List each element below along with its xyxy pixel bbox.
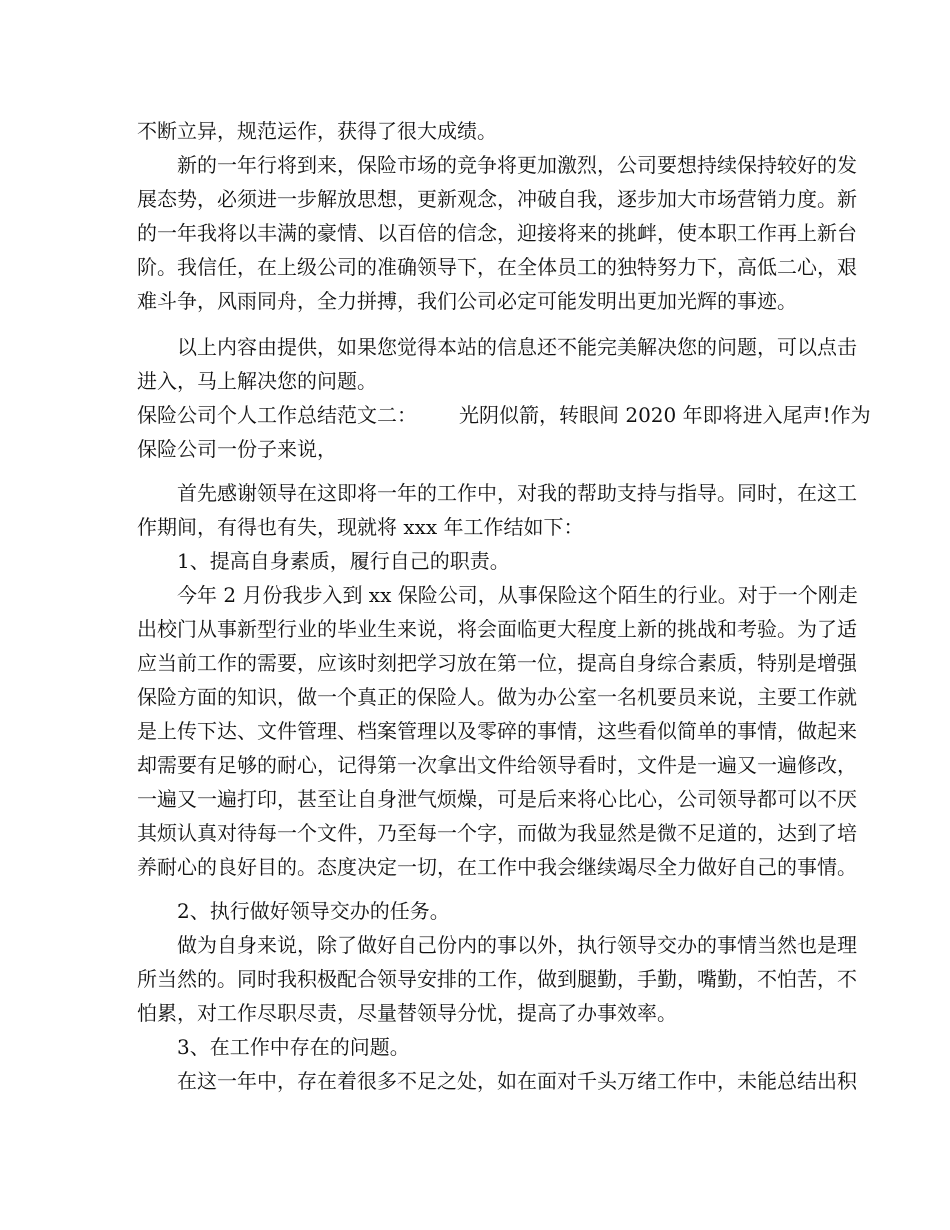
paragraph-line: 今年 2 月份我步入到 xx 保险公司，从事保险这个陌生的行业。对于一个刚走	[177, 583, 858, 607]
text-line: 一遍又一遍打印，甚至让自身泄气烦燥，可是后来将心比心，公司领导都可以不厌	[137, 787, 857, 811]
text-line: 保险公司一份子来说，	[137, 437, 337, 461]
text-line: 却需要有足够的耐心，记得第一次拿出文件给领导看时，文件是一遍又一遍修改，	[137, 753, 857, 777]
paragraph-line: 首先感谢领导在这即将一年的工作中，对我的帮助支持与指导。同时，在这工	[177, 481, 857, 505]
text-line: 的一年我将以丰满的豪情、以百倍的信念，迎接将来的挑衅，使本职工作再上新台	[137, 221, 857, 245]
text-line: 进入，马上解决您的问题。	[137, 369, 377, 393]
list-heading: 2、执行做好领导交办的任务。	[177, 899, 450, 923]
text-line: 展态势，必须进一步解放思想，更新观念，冲破自我，逐步加大市场营销力度。新	[137, 187, 857, 211]
section-title: 保险公司个人工作总结范文二：	[137, 403, 417, 427]
text-line: 所当然的。同时我积极配合领导安排的工作，做到腿勤，手勤，嘴勤，不怕苦，不	[137, 967, 857, 991]
list-heading: 3、在工作中存在的问题。	[177, 1035, 410, 1059]
text-line: 保险方面的知识，做一个真正的保险人。做为办公室一名机要员来说，主要工作就	[137, 685, 857, 709]
section-opening-text: 光阴似箭，转眼间 2020 年即将进入尾声!作为	[459, 403, 871, 427]
section-title-line	[137, 398, 871, 432]
paragraph-line: 在这一年中，存在着很多不足之处，如在面对千头万绪工作中，未能总结出积	[177, 1069, 857, 1093]
paragraph-line: 新的一年行将到来，保险市场的竞争将更加激烈，公司要想持续保持较好的发	[177, 153, 857, 177]
paragraph-line: 做为自身来说，除了做好自己份内的事以外，执行领导交办的事情当然也是理	[177, 933, 857, 957]
text-line: 应当前工作的需要，应该时刻把学习放在第一位，提高自身综合素质，特别是增强	[137, 651, 857, 675]
text-line: 难斗争，风雨同舟，全力拼搏，我们公司必定可能发明出更加光辉的事迹。	[137, 289, 797, 313]
text-line: 阶。我信任，在上级公司的准确领导下，在全体员工的独特努力下，高低二心，艰	[137, 255, 857, 279]
paragraph-line: 以上内容由提供，如果您觉得本站的信息还不能完美解决您的问题，可以点击	[177, 335, 857, 359]
text-line: 养耐心的良好目的。态度决定一切，在工作中我会继续竭尽全力做好自己的事情。	[137, 855, 857, 879]
text-line: 怕累，对工作尽职尽责，尽量替领导分忧，提高了办事效率。	[137, 1001, 677, 1025]
list-heading: 1、提高自身素质，履行自己的职责。	[177, 549, 510, 573]
text-line: 其烦认真对待每一个文件，乃至每一个字，而做为我显然是微不足道的，达到了培	[137, 821, 857, 845]
text-line: 是上传下达、文件管理、档案管理以及零碎的事情，这些看似简单的事情，做起来	[137, 719, 857, 743]
text-line: 作期间，有得也有失，现就将 xxx 年工作结如下：	[137, 515, 584, 539]
text-line: 出校门从事新型行业的毕业生来说，将会面临更大程度上新的挑战和考验。为了适	[137, 617, 857, 641]
text-line: 不断立异，规范运作，获得了很大成绩。	[137, 119, 497, 143]
